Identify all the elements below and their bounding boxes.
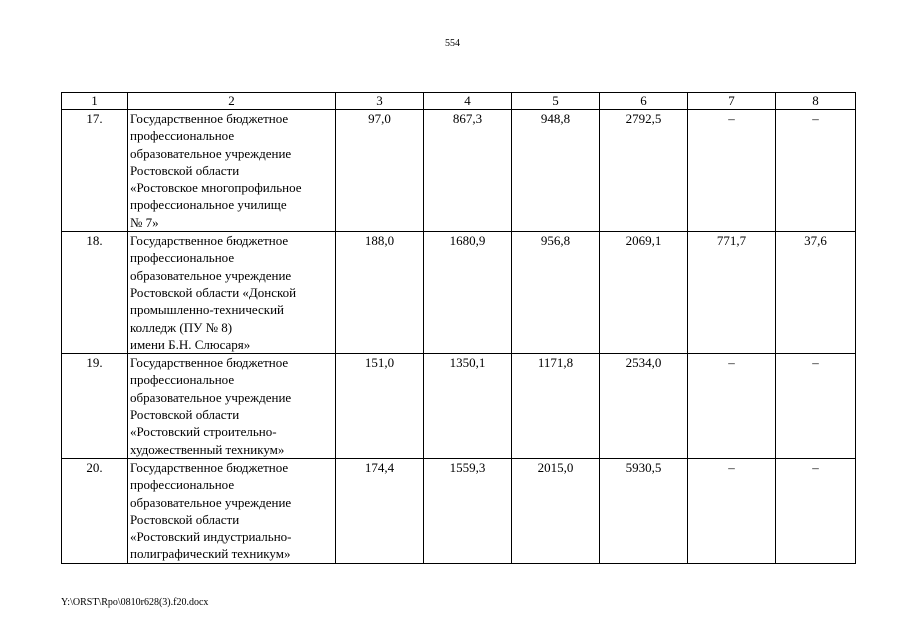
value-cell: 1350,1 (424, 354, 512, 459)
value-cell: 1559,3 (424, 458, 512, 563)
institution-name: Государственное бюджетное профессиональное образовательное учреждение Ростовской области «Донской промышленно-технический колледж (ПУ № 8) имени Б.Н. Слюсаря» (128, 232, 336, 354)
column-header: 1 (62, 93, 128, 110)
value-cell: – (776, 110, 856, 232)
data-table (61, 92, 856, 564)
value-cell: 2534,0 (600, 354, 688, 459)
row-number: 18. (62, 232, 128, 354)
table-row (62, 110, 856, 232)
value-cell: – (776, 354, 856, 459)
value-cell: 956,8 (512, 232, 600, 354)
institution-name: Государственное бюджетное профессиональное образовательное учреждение Ростовской области «Ростовский индустриально- полиграфический техникум» (128, 458, 336, 563)
institution-name: Государственное бюджетное профессиональное образовательное учреждение Ростовской области «Ростовское многопрофильное профессиональное училище № 7» (128, 110, 336, 232)
table-row (62, 458, 856, 563)
column-header: 4 (424, 93, 512, 110)
value-cell: 948,8 (512, 110, 600, 232)
value-cell: 2069,1 (600, 232, 688, 354)
value-cell: 174,4 (336, 458, 424, 563)
row-number: 20. (62, 458, 128, 563)
value-cell: 1680,9 (424, 232, 512, 354)
value-cell: 97,0 (336, 110, 424, 232)
row-number: 19. (62, 354, 128, 459)
value-cell: 37,6 (776, 232, 856, 354)
value-cell: 867,3 (424, 110, 512, 232)
value-cell: 5930,5 (600, 458, 688, 563)
value-cell: – (688, 354, 776, 459)
footer-file-path: Y:\ORST\Rpo\0810r628(3).f20.docx (61, 597, 209, 608)
value-cell: 2792,5 (600, 110, 688, 232)
column-header: 5 (512, 93, 600, 110)
value-cell: – (688, 458, 776, 563)
value-cell: 151,0 (336, 354, 424, 459)
column-header: 7 (688, 93, 776, 110)
value-cell: 2015,0 (512, 458, 600, 563)
value-cell: 188,0 (336, 232, 424, 354)
value-cell: – (776, 458, 856, 563)
value-cell: – (688, 110, 776, 232)
value-cell: 1171,8 (512, 354, 600, 459)
table-row (62, 232, 856, 354)
value-cell: 771,7 (688, 232, 776, 354)
table-row (62, 354, 856, 459)
column-header: 2 (128, 93, 336, 110)
column-header: 8 (776, 93, 856, 110)
column-header: 3 (336, 93, 424, 110)
institution-name: Государственное бюджетное профессиональное образовательное учреждение Ростовской области «Ростовский строительно- художественный техникум» (128, 354, 336, 459)
page-number: 554 (445, 38, 460, 49)
column-header: 6 (600, 93, 688, 110)
row-number: 17. (62, 110, 128, 232)
table-header-row (62, 93, 856, 110)
